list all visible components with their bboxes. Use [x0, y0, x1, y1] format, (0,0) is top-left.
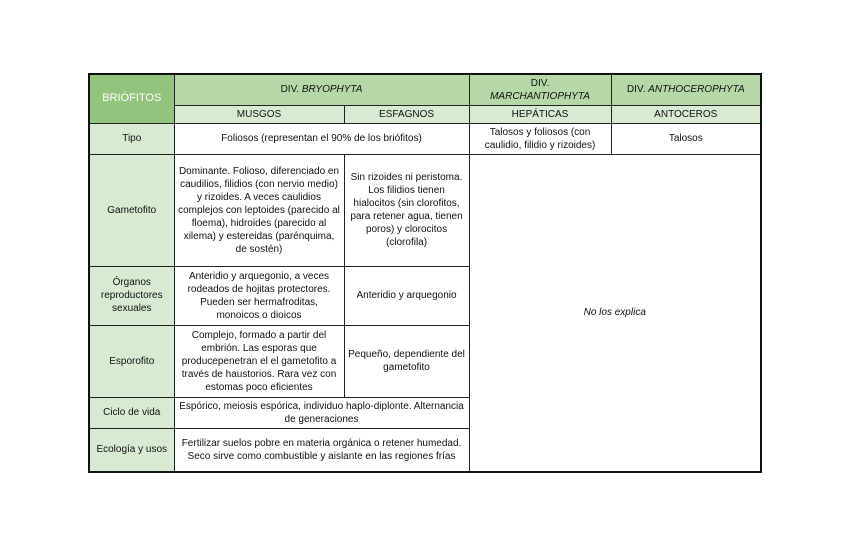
division-bryophyta-header [174, 74, 469, 105]
cell-esporofito-musgos: Complejo, formado a partir del embrión. Las esporas que producepenetran el el gametofito a través de haustorios. Rara vez con estomas poco eficientes [174, 325, 344, 397]
cell-esporofito-esfagnos: Pequeño, dependiente del gametofito [344, 325, 469, 397]
division-name: MARCHANTIOPHYTA [490, 90, 590, 102]
row-label-organos: Órganos reproductores sexuales [89, 266, 174, 325]
cell-ecologia-bryophyta: Fertilizar suelos pobre en materia orgánica o retener humedad. Seco sirve como combustible y aislante en las regiones frías [174, 428, 469, 472]
cell-organos-musgos: Anteridio y arquegonio, a veces rodeados de hojitas protectores. Pueden ser hermafroditas, monoicos o dioicos [174, 266, 344, 325]
table-row-tipo [89, 123, 761, 154]
briofitos-table-container [88, 73, 762, 473]
division-name: ANTHOCEROPHYTA [648, 84, 745, 96]
group-esfagnos-header: ESFAGNOS [344, 105, 469, 123]
cell-no-explica: No los explica [469, 154, 761, 472]
cell-tipo-bryophyta: Foliosos (representan el 90% de los briófitos) [174, 123, 469, 154]
cell-ciclo-bryophyta: Espórico, meiosis espórica, individuo haplo-diplonte. Alternancia de generaciones [174, 397, 469, 428]
division-prefix: DIV. [530, 77, 550, 89]
group-hepaticas-header: HEPÁTICAS [469, 105, 611, 123]
division-marchantiophyta-header [469, 74, 611, 105]
row-label-tipo: Tipo [89, 123, 174, 154]
division-prefix: DIV. [280, 84, 302, 96]
row-label-gametofito: Gametofito [89, 154, 174, 266]
division-anthocerophyta-header [611, 74, 761, 105]
corner-header: BRIÓFITOS [89, 74, 174, 123]
division-prefix: DIV. [626, 84, 649, 96]
row-label-ciclo: Ciclo de vida [89, 397, 174, 428]
cell-gametofito-musgos: Dominante. Folioso, diferenciado en caudilios, filidios (con nervio medio) y rizoides. A veces caulidios complejos con leptoides (parecido al floema), hidroides (parecido al xilema) y estereidas (parénquima, de sostén) [174, 154, 344, 266]
cell-gametofito-esfagnos: Sin rizoides ni peristoma. Los filidios tienen hialocitos (sin clorofitos, para retener agua, tienen poros) y clorocitos (clorofila) [344, 154, 469, 266]
cell-organos-esfagnos: Anteridio y arquegonio [344, 266, 469, 325]
row-label-esporofito: Esporofito [89, 325, 174, 397]
division-name: BRYOPHYTA [301, 84, 363, 96]
group-antoceros-header: ANTOCEROS [611, 105, 761, 123]
cell-tipo-antoceros: Talosos [611, 123, 761, 154]
briofitos-table [88, 73, 762, 473]
table-row-gametofito [89, 154, 761, 266]
row-label-ecologia: Ecología y usos [89, 428, 174, 472]
cell-tipo-hepaticas: Talosos y foliosos (con caulidio, filidio y rizoides) [469, 123, 611, 154]
group-musgos-header: MUSGOS [174, 105, 344, 123]
